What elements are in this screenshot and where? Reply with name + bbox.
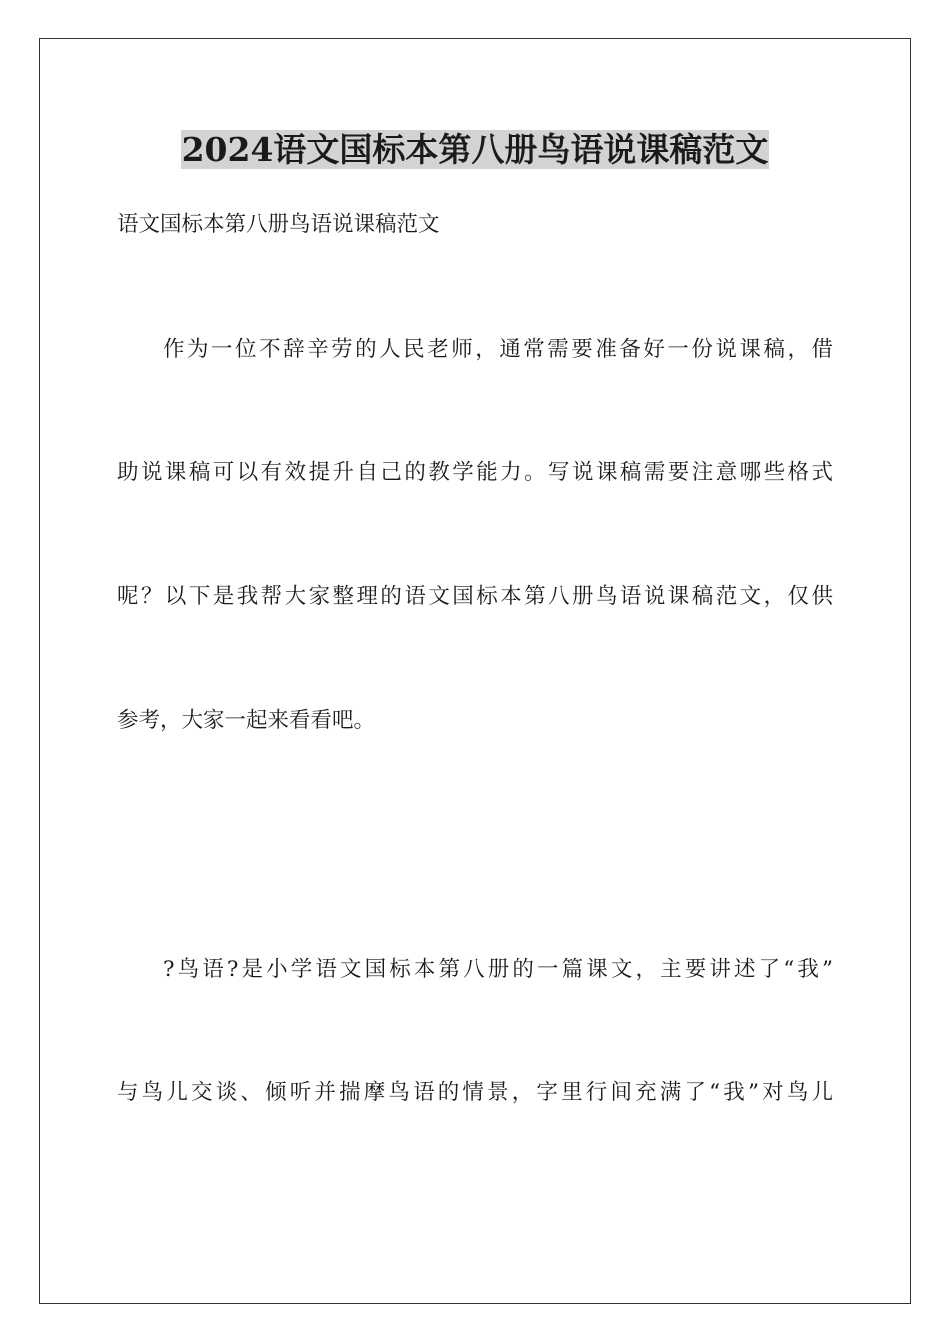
paragraph-2-line-2: 与鸟儿交谈、倾听并揣摩鸟语的情景，字里行间充满了“我”对鸟儿 [117,1080,833,1105]
paragraph-1-line-2: 助说课稿可以有效提升自己的教学能力。写说课稿需要注意哪些格式 [117,460,833,485]
paragraph-1-line-3: 呢？以下是我帮大家整理的语文国标本第八册鸟语说课稿范文，仅供 [117,584,833,609]
paragraph-1-line-4: 参考，大家一起来看看吧。 [117,708,376,733]
title-highlight: 2024语文国标本第八册鸟语说课稿范文 [181,130,769,169]
document-title [0,128,950,172]
paragraph-2-line-1: ?鸟语?是小学语文国标本第八册的一篇课文，主要讲述了“我” [163,957,833,982]
paragraph-1-line-1: 作为一位不辞辛劳的人民老师，通常需要准备好一份说课稿，借 [163,337,833,362]
document-subtitle: 语文国标本第八册鸟语说课稿范文 [117,212,440,237]
